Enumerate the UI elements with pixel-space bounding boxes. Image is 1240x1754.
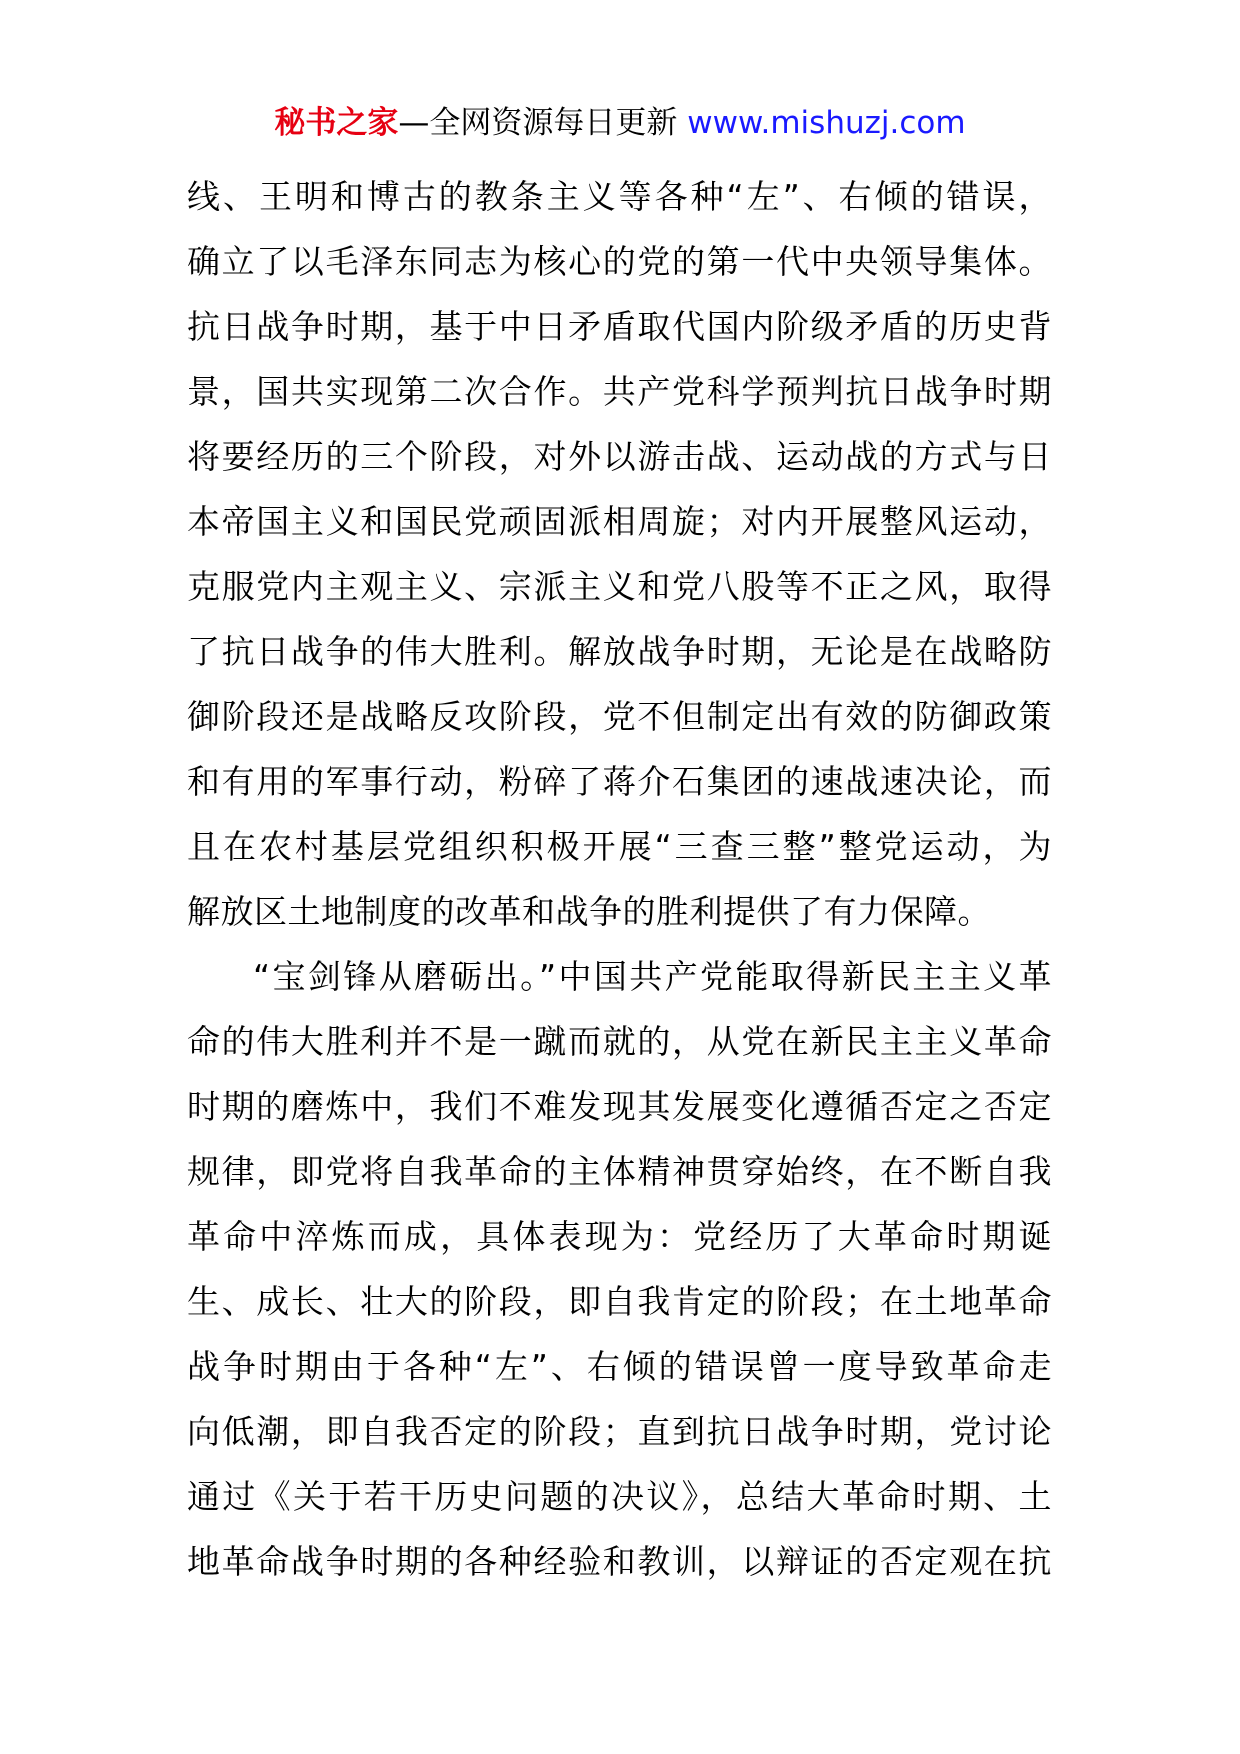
text-line: 时期的磨炼中，我们不难发现其发展变化遵循否定之否定 xyxy=(187,1087,1052,1126)
text-line: 且在农村基层党组织积极开展“三查三整”整党运动，为 xyxy=(187,827,1052,866)
text-line: 景，国共实现第二次合作。共产党科学预判抗日战争时期 xyxy=(187,372,1052,411)
text-line: 生、成长、壮大的阶段，即自我肯定的阶段；在土地革命 xyxy=(187,1282,1052,1321)
text-line: 克服党内主观主义、宗派主义和党八股等不正之风，取得 xyxy=(187,567,1052,606)
brand-name: 秘书之家 xyxy=(274,105,399,141)
text-line: 规律，即党将自我革命的主体精神贯穿始终，在不断自我 xyxy=(187,1152,1052,1191)
text-line: 命的伟大胜利并不是一蹴而就的，从党在新民主主义革命 xyxy=(187,1022,1052,1061)
text-line: 了抗日战争的伟大胜利。解放战争时期，无论是在战略防 xyxy=(187,632,1052,671)
paragraph-first-line: “宝剑锋从磨砺出。”中国共产党能取得新民主主义革 xyxy=(253,957,1052,996)
text-line: 向低潮，即自我否定的阶段；直到抗日战争时期，党讨论 xyxy=(187,1412,1052,1451)
text-line: 和有用的军事行动，粉碎了蒋介石集团的速战速决论，而 xyxy=(187,762,1052,801)
text-line: 解放区土地制度的改革和战争的胜利提供了有力保障。 xyxy=(187,892,991,931)
text-line: 御阶段还是战略反攻阶段，党不但制定出有效的防御政策 xyxy=(187,697,1052,736)
text-line: 本帝国主义和国民党顽固派相周旋；对内开展整风运动， xyxy=(187,502,1052,541)
text-line: 将要经历的三个阶段，对外以游击战、运动战的方式与日 xyxy=(187,437,1052,476)
document-body xyxy=(187,164,1052,1594)
text-line: 革命中淬炼而成，具体表现为：党经历了大革命时期诞 xyxy=(187,1217,1052,1256)
header-tagline: —全网资源每日更新 xyxy=(398,105,688,141)
site-header xyxy=(0,103,1240,143)
site-url-link[interactable]: www.mishuzj.com xyxy=(687,105,966,141)
text-line: 抗日战争时期，基于中日矛盾取代国内阶级矛盾的历史背 xyxy=(187,307,1052,346)
text-line: 线、王明和博古的教条主义等各种“左”、右倾的错误， xyxy=(187,177,1052,216)
text-line: 战争时期由于各种“左”、右倾的错误曾一度导致革命走 xyxy=(187,1347,1052,1386)
text-line: 通过《关于若干历史问题的决议》，总结大革命时期、土 xyxy=(187,1477,1052,1516)
text-line: 确立了以毛泽东同志为核心的党的第一代中央领导集体。 xyxy=(187,242,1052,281)
text-line: 地革命战争时期的各种经验和教训，以辩证的否定观在抗 xyxy=(187,1542,1052,1581)
